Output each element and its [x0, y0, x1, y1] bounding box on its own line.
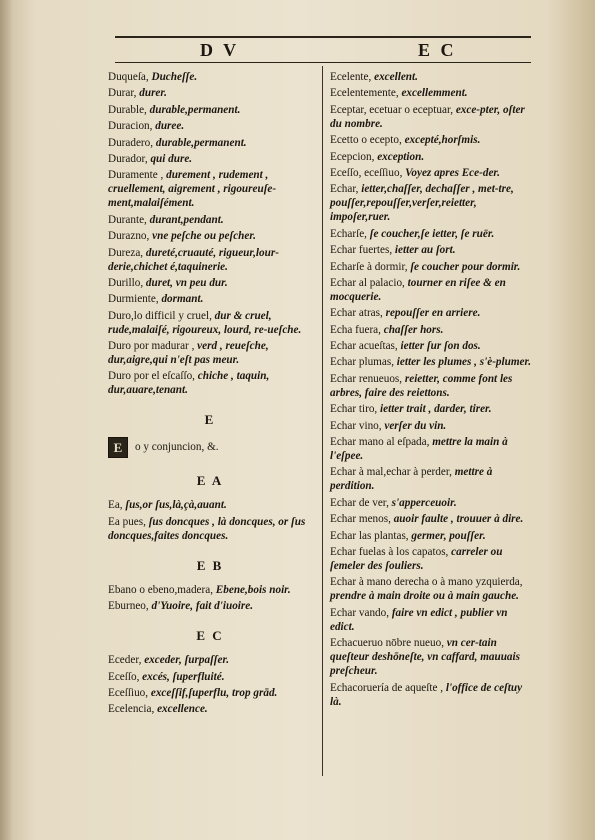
dictionary-entry: [108, 152, 312, 166]
dictionary-entry: [108, 670, 312, 684]
headword: Duramente ,: [108, 169, 164, 182]
translation: mettre la main à l'eſpee.: [330, 436, 508, 463]
translation: ſe coucher,ſe ietter, ſe ruër.: [366, 227, 495, 240]
header-rule-top: [115, 36, 531, 38]
headword: Echar de ver,: [330, 496, 389, 509]
headword: Ecepcion,: [330, 150, 375, 163]
translation: dureté,cruauté, rigueur,lour-derie,chichet é,taquinerie.: [108, 246, 279, 273]
headword: Duradero,: [108, 136, 154, 149]
headword: Eceſſiuo,: [108, 687, 149, 700]
translation: tourner en riſee & en mocquerie.: [330, 276, 506, 303]
dictionary-entry: [330, 512, 532, 526]
translation: prendre à main droite ou à main gauche.: [330, 590, 519, 603]
headword: Echar plumas,: [330, 356, 394, 369]
headword: Echacueruo nōbre nueuo,: [330, 637, 444, 650]
headword: Echar vino,: [330, 419, 382, 432]
translation: excellence.: [154, 703, 208, 716]
headword: Echar las plantas,: [330, 529, 409, 542]
translation: faire vn edict , publier vn edict.: [330, 606, 508, 633]
translation: verſer du vin.: [381, 419, 447, 432]
headword: Duqueſa,: [108, 71, 149, 83]
translation: dormant.: [158, 293, 204, 306]
translation: carreler ou ſemeler des ſouliers.: [330, 545, 503, 572]
dictionary-entry: [330, 681, 532, 709]
dictionary-entry: [330, 182, 532, 224]
dictionary-entry: [330, 465, 532, 493]
dictionary-entry: [108, 86, 312, 100]
headword: Eceptar, ecetuar o eceptuar,: [330, 103, 454, 116]
translation: ietter au ſort.: [392, 244, 456, 257]
translation: exception.: [374, 150, 425, 163]
initial-entry-text: o y conjuncion, &.: [135, 441, 219, 454]
dictionary-entry: [330, 86, 532, 100]
dictionary-entry: [330, 276, 532, 304]
dictionary-entry: [330, 355, 532, 369]
headword: Eceſſo, eceſſiuo,: [330, 166, 403, 179]
dictionary-entry: [108, 309, 312, 337]
dictionary-entry: [108, 136, 312, 150]
headword: Ecelente,: [330, 71, 372, 83]
headword: Echa fuera,: [330, 323, 381, 336]
translation: ietter,chaſſer, dechaſſer , met-tre, pouſſer,repouſſer,verſer,reietter, impoſer,ruer.: [330, 183, 514, 224]
headword: Echar tiro,: [330, 403, 378, 416]
translation: excepté,horſmis.: [401, 134, 481, 147]
right-column: [330, 70, 532, 711]
page-binding-shadow: [0, 0, 14, 840]
translation: durant,pendant.: [146, 213, 224, 226]
dictionary-entry: [108, 213, 312, 227]
dictionary-entry: [330, 260, 532, 274]
dictionary-entry: [108, 168, 312, 210]
headword: Echar fuertes,: [330, 244, 393, 257]
headword: Echar mano al eſpada,: [330, 436, 430, 449]
dictionary-entry: [330, 529, 532, 543]
translation: duree.: [152, 120, 185, 133]
translation: l'office de ceſtuy là.: [330, 681, 523, 708]
dictionary-entry: [108, 686, 312, 700]
headword: Durillo,: [108, 276, 144, 289]
headword: Duro,lo difficil y cruel,: [108, 309, 212, 322]
running-head-left: D V: [200, 40, 240, 60]
translation: duret, vn peu dur.: [143, 276, 228, 289]
headword: Echar à mano derecha o à mano yzquierda,: [330, 576, 523, 589]
translation: ietter ſur ſon dos.: [397, 340, 481, 353]
headword: Durante,: [108, 213, 147, 226]
headword: Durador,: [108, 152, 148, 165]
headword: Echar al palacio,: [330, 276, 405, 289]
translation: ſe coucher pour dormir.: [407, 260, 521, 273]
dictionary-entry: [330, 323, 532, 337]
translation: ſus,or ſus,là,çà,auant.: [122, 499, 227, 512]
headword: Echar acueſtas,: [330, 340, 398, 353]
headword: Echar renueuos,: [330, 372, 403, 385]
translation: ſus doncques , là doncques, or ſus doncques,faites doncques.: [108, 515, 306, 542]
dictionary-entry: [330, 419, 532, 433]
headword: Echar,: [330, 183, 359, 196]
initial-entry: [108, 437, 312, 458]
dictionary-entry: [108, 369, 312, 397]
dictionary-entry: [108, 229, 312, 243]
headword: Eceſſo,: [108, 670, 140, 683]
dictionary-entry: [108, 103, 312, 117]
dictionary-entry: [108, 599, 312, 613]
translation: ietter trait , darder, tirer.: [377, 403, 492, 416]
translation: durable,permanent.: [153, 136, 247, 149]
headword: Echar fuelas à los capatos,: [330, 545, 449, 558]
translation: excellent.: [371, 71, 418, 83]
translation: vne peſche ou peſcher.: [149, 230, 256, 243]
dictionary-entry: [330, 606, 532, 634]
headword: Ecelentemente,: [330, 87, 399, 100]
headword: Durazno,: [108, 230, 150, 243]
translation: Ebene,bois noir.: [213, 583, 291, 596]
translation: auoir faulte , trouuer à dire.: [390, 513, 524, 526]
dictionary-entry: [108, 119, 312, 133]
section-heading: E C: [196, 628, 224, 644]
translation: verd , reueſche, dur,aigre,qui n'eſt pas meur.: [108, 340, 269, 367]
translation: mettre à perdition.: [330, 466, 493, 493]
headword: Duracion,: [108, 120, 153, 133]
dictionary-entry: [330, 402, 532, 416]
translation: chiche , taquin, dur,auare,tenant.: [108, 370, 270, 397]
dictionary-entry: [330, 372, 532, 400]
dictionary-entry: [330, 575, 532, 603]
dictionary-entry: [330, 70, 532, 84]
section-heading: E: [204, 412, 216, 428]
headword: Ebano o ebeno,madera,: [108, 583, 213, 596]
dictionary-entry: [330, 636, 532, 678]
headword: Ea pues,: [108, 515, 146, 528]
dictionary-entry: [108, 246, 312, 274]
translation: durer.: [136, 87, 167, 100]
translation: repouſſer en arriere.: [382, 307, 481, 320]
translation: vn cer-tain queſteur deshōneſte, vn caffard, mauuais preſcheur.: [330, 637, 520, 678]
translation: exce-pter, oſter du nombre.: [330, 103, 525, 130]
translation: Ducheſſe.: [148, 71, 198, 83]
section-heading: E A: [196, 473, 224, 489]
translation: qui dure.: [147, 152, 193, 165]
dictionary-entry: [330, 133, 532, 147]
running-head-right: E C: [418, 40, 457, 60]
headword: Dureza,: [108, 246, 144, 259]
translation: d'Yuoire, fait d'iuoire.: [148, 600, 254, 613]
headword: Echar à mal,echar à perder,: [330, 466, 452, 479]
dictionary-entry: [108, 498, 312, 512]
translation: excés, ſuperfluité.: [139, 670, 225, 683]
headword: Echar menos,: [330, 513, 391, 526]
headword: Echarſe à dormir,: [330, 260, 408, 273]
dictionary-entry: [108, 653, 312, 667]
header-rule-bottom: [115, 62, 531, 63]
dictionary-entry: [108, 339, 312, 367]
translation: chaſſer hors.: [380, 323, 444, 336]
headword: Duro por el eſcaſſo,: [108, 370, 195, 383]
translation: reietter, comme font les arbres, faire des reiettons.: [330, 372, 513, 399]
headword: Eburneo,: [108, 600, 149, 613]
dictionary-entry: [330, 496, 532, 510]
headword: Ecetto o ecepto,: [330, 134, 402, 147]
dictionary-entry: [108, 515, 312, 543]
headword: Echar vando,: [330, 606, 390, 619]
ornamental-initial: E: [108, 437, 128, 458]
dictionary-entry: [330, 339, 532, 353]
translation: s'apperceuoir.: [388, 496, 457, 509]
dictionary-entry: [330, 545, 532, 573]
dictionary-entry: [330, 103, 532, 131]
dictionary-entry: [330, 243, 532, 257]
dictionary-entry: [330, 166, 532, 180]
translation: ietter les plumes , s'è-plumer.: [394, 356, 532, 369]
translation: germer, pouſſer.: [408, 529, 486, 542]
translation: exceſſif,ſuperflu, trop grād.: [148, 687, 278, 700]
headword: Echarſe,: [330, 227, 367, 240]
translation: dur & cruel, rude,malaiſé, rigoureux, lourd, re-ueſche.: [108, 309, 302, 336]
translation: exceder, ſurpaſſer.: [141, 654, 230, 667]
dictionary-entry: [330, 435, 532, 463]
dictionary-entry: [108, 70, 312, 84]
headword: Durar,: [108, 87, 137, 100]
translation: excellemment.: [398, 87, 468, 100]
dictionary-entry: [108, 292, 312, 306]
dictionary-entry: [330, 150, 532, 164]
dictionary-entry: [108, 276, 312, 290]
column-divider: [322, 66, 323, 776]
section-heading: E B: [196, 557, 224, 573]
dictionary-entry: [330, 227, 532, 241]
dictionary-entry: [330, 306, 532, 320]
translation: durable,permanent.: [146, 103, 241, 116]
headword: Durable,: [108, 103, 147, 116]
dictionary-entry: [108, 702, 312, 716]
headword: Eceder,: [108, 654, 142, 667]
left-column: [108, 70, 312, 719]
dictionary-entry: [108, 583, 312, 597]
translation: Voyez apres Ece-der.: [402, 166, 500, 179]
headword: Durmiente,: [108, 293, 159, 306]
headword: Echacoruería de aqueſte ,: [330, 681, 444, 694]
headword: Echar atras,: [330, 307, 383, 320]
headword: Ea,: [108, 499, 123, 512]
headword: Ecelencia,: [108, 703, 155, 716]
headword: Duro por madurar ,: [108, 340, 195, 353]
translation: durement , rudement , cruellement, aigrement , rigoureuſe-ment,malaiſément.: [108, 169, 277, 210]
